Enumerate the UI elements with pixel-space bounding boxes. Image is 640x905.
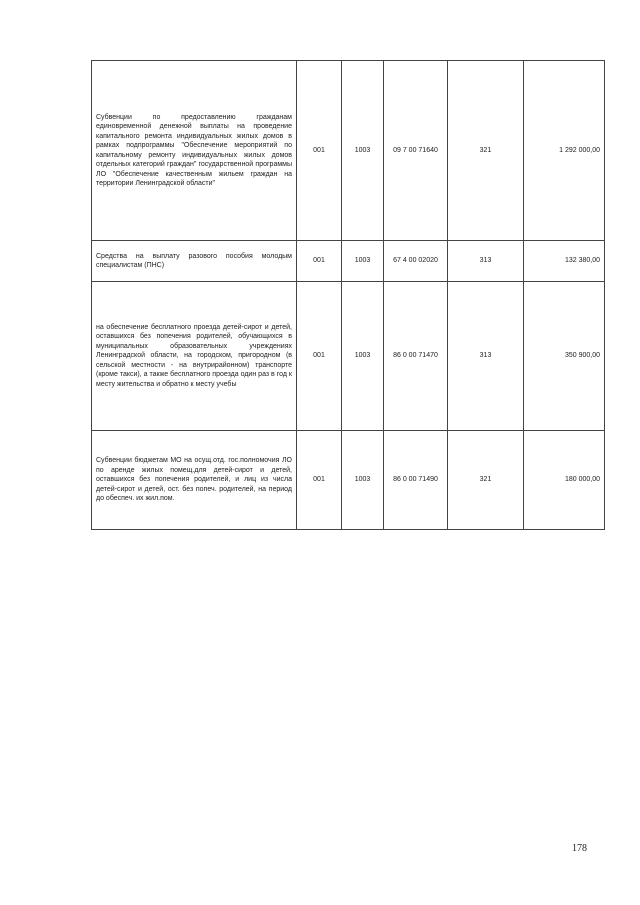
ved-code-cell: 001 [297, 282, 342, 431]
expense-type-cell: 313 [448, 241, 524, 282]
section-code-cell: 1003 [342, 282, 384, 431]
amount-cell: 132 380,00 [524, 241, 605, 282]
target-code-cell: 09 7 00 71640 [384, 61, 448, 241]
table-row [92, 282, 605, 431]
target-code-cell: 86 0 00 71490 [384, 431, 448, 530]
row-name-cell: Субвенции бюджетам МО на осущ.отд. гос.полномочия ЛО по аренде жилых помещ.для детей-сирот и детей, оставшихся без попечения родителей, и лиц из числа детей-сирот и детей, ост. без попеч. родителей, на период до обеспеч. их жил.пом. [92, 431, 297, 530]
ved-code-cell: 001 [297, 431, 342, 530]
expense-type-cell: 321 [448, 431, 524, 530]
row-name-cell: Средства на выплату разового пособия молодым специалистам (ПНС) [92, 241, 297, 282]
ved-code-cell: 001 [297, 241, 342, 282]
section-code-cell: 1003 [342, 241, 384, 282]
ved-code-cell: 001 [297, 61, 342, 241]
expense-type-cell: 321 [448, 61, 524, 241]
table-row [92, 241, 605, 282]
amount-cell: 180 000,00 [524, 431, 605, 530]
budget-table [91, 60, 605, 530]
row-name-cell: Субвенции по предоставлению гражданам единовременной денежной выплаты на проведение капитального ремонта индивидуальных жилых домов в рамках подпрограммы "Обеспечение мероприятий по капитальному ремонту индивидуальных жилых домов отдельных категорий граждан" государственной программы ЛО "Обеспечение качественным жильем граждан на территории Ленинградской области" [92, 61, 297, 241]
section-code-cell: 1003 [342, 431, 384, 530]
table-row [92, 61, 605, 241]
amount-cell: 1 292 000,00 [524, 61, 605, 241]
target-code-cell: 67 4 00 02020 [384, 241, 448, 282]
page-number: 178 [572, 843, 587, 854]
expense-type-cell: 313 [448, 282, 524, 431]
table-row [92, 431, 605, 530]
target-code-cell: 86 0 00 71470 [384, 282, 448, 431]
section-code-cell: 1003 [342, 61, 384, 241]
row-name-cell: на обеспечение бесплатного проезда детей-сирот и детей, оставшихся без попечения родителей, обучающихся в муниципальных образовательных учреждениях Ленинградской области, на городском, пригородном (в сельской местности - на внутрирайонном) транспорте (кроме такси), а также бесплатного проезда один раз в год к месту жительства и обратно к месту учебы [92, 282, 297, 431]
amount-cell: 350 900,00 [524, 282, 605, 431]
